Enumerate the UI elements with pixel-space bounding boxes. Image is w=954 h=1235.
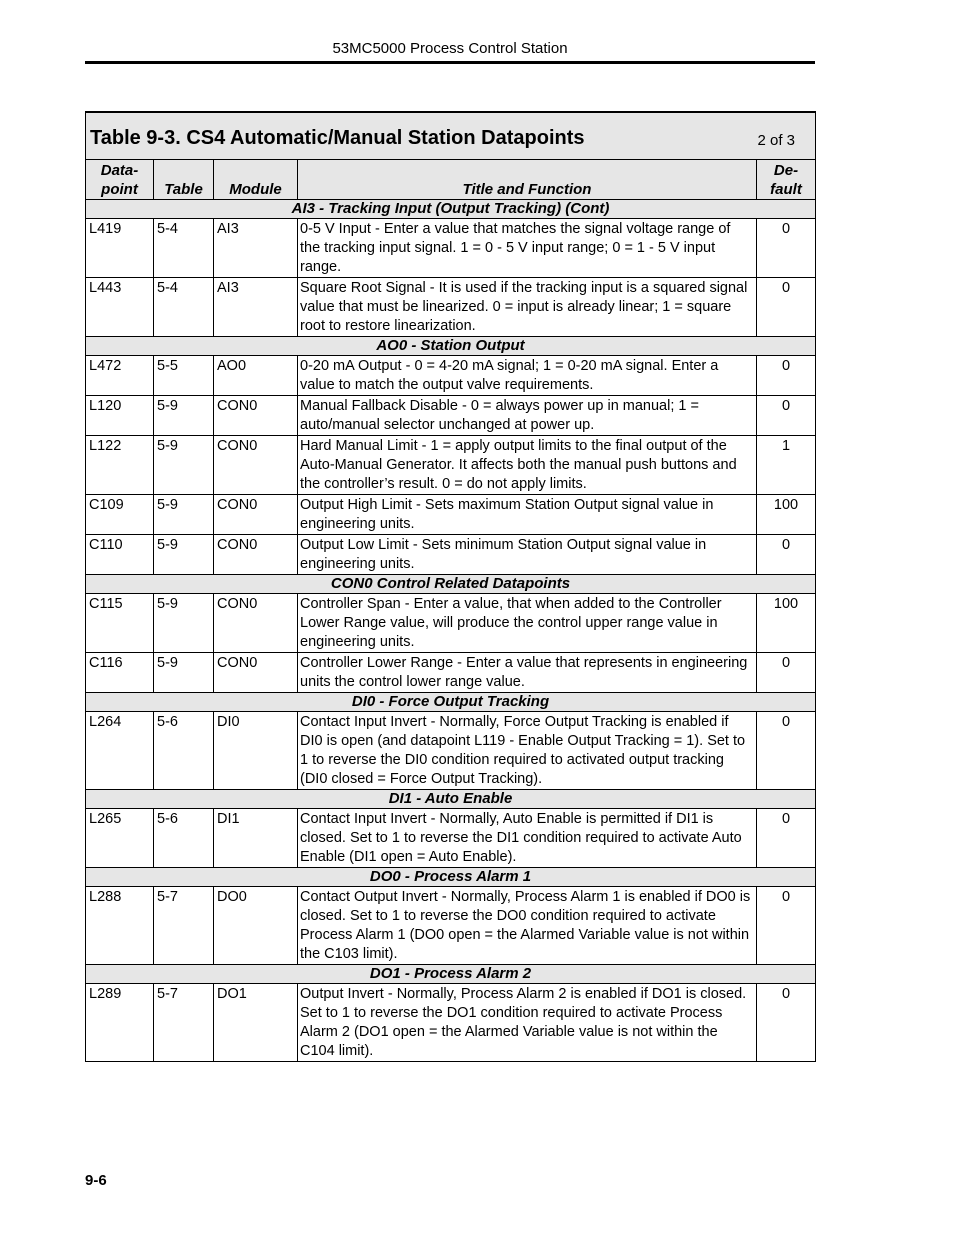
cell-default: 0	[757, 809, 816, 868]
cell-table: 5-9	[154, 653, 214, 693]
table-row	[86, 887, 816, 965]
section-row	[86, 693, 816, 712]
section-title: CON0 Control Related Datapoints	[86, 575, 816, 594]
cell-default: 0	[757, 712, 816, 790]
datapoints-table	[85, 111, 816, 1062]
cell-module: CON0	[214, 436, 298, 495]
cell-default: 0	[757, 219, 816, 278]
cell-title-function: Square Root Signal - It is used if the tracking input is a squared signal value that must be linearized. 0 = input is already linear; 1 = square root to restore linearization.	[298, 278, 757, 337]
col-header-datapoint-line1: Data-	[100, 162, 139, 179]
section-row	[86, 790, 816, 809]
cell-title-function: Manual Fallback Disable - 0 = always power up in manual; 1 = auto/manual selector unchanged at power up.	[298, 396, 757, 436]
section-title: DI1 - Auto Enable	[86, 790, 816, 809]
table-row	[86, 653, 816, 693]
cell-module: CON0	[214, 495, 298, 535]
cell-table: 5-4	[154, 278, 214, 337]
table-page-of: 2 of 3	[757, 131, 796, 149]
cell-datapoint: L288	[86, 887, 154, 965]
cell-module: DI0	[214, 712, 298, 790]
cell-table: 5-6	[154, 712, 214, 790]
table-row	[86, 594, 816, 653]
cell-table: 5-9	[154, 594, 214, 653]
cell-default: 0	[757, 278, 816, 337]
cell-table: 5-5	[154, 356, 214, 396]
cell-datapoint: L472	[86, 356, 154, 396]
table-row	[86, 278, 816, 337]
col-header-table: Table	[154, 160, 214, 200]
cell-table: 5-7	[154, 984, 214, 1062]
section-row	[86, 575, 816, 594]
cell-module: CON0	[214, 535, 298, 575]
section-title: DO1 - Process Alarm 2	[86, 965, 816, 984]
cell-module: AO0	[214, 356, 298, 396]
cell-title-function: Controller Span - Enter a value, that when added to the Controller Lower Range value, will produce the control upper range value in engineering units.	[298, 594, 757, 653]
cell-title-function: 0-20 mA Output - 0 = 4-20 mA signal; 1 = 0-20 mA signal. Enter a value to match the output valve requirements.	[298, 356, 757, 396]
cell-default: 0	[757, 535, 816, 575]
cell-table: 5-9	[154, 396, 214, 436]
table-body	[86, 200, 816, 1062]
section-title: DO0 - Process Alarm 1	[86, 868, 816, 887]
cell-title-function: 0-5 V Input - Enter a value that matches the signal voltage range of the tracking input signal. 1 = 0 - 5 V input range; 0 = 1 - 5 V input range.	[298, 219, 757, 278]
section-title: DI0 - Force Output Tracking	[86, 693, 816, 712]
cell-module: DI1	[214, 809, 298, 868]
table-row	[86, 535, 816, 575]
table-row	[86, 356, 816, 396]
cell-title-function: Output Low Limit - Sets minimum Station Output signal value in engineering units.	[298, 535, 757, 575]
section-row	[86, 868, 816, 887]
cell-default: 0	[757, 396, 816, 436]
section-title: AO0 - Station Output	[86, 337, 816, 356]
table-row	[86, 495, 816, 535]
cell-title-function: Contact Output Invert - Normally, Process Alarm 1 is enabled if DO0 is closed. Set to 1 to reverse the DO0 condition required to activate Process Alarm 1 (DO0 open = the Alarmed Variable value is not within the C103 limit).	[298, 887, 757, 965]
page-number: 9-6	[85, 1172, 107, 1189]
cell-module: CON0	[214, 396, 298, 436]
cell-default: 1	[757, 436, 816, 495]
cell-table: 5-9	[154, 436, 214, 495]
cell-title-function: Output Invert - Normally, Process Alarm 2 is enabled if DO1 is closed. Set to 1 to reverse the DO1 condition required to activate Process Alarm 2 (DO1 open = the Alarmed Variable value is not within the C104 limit).	[298, 984, 757, 1062]
cell-default: 100	[757, 495, 816, 535]
running-header: 53MC5000 Process Control Station	[332, 40, 568, 57]
table-title-row	[86, 112, 816, 160]
table-row	[86, 712, 816, 790]
cell-module: AI3	[214, 219, 298, 278]
cell-table: 5-9	[154, 495, 214, 535]
cell-title-function: Contact Input Invert - Normally, Force Output Tracking is enabled if DI0 is open (and datapoint L119 - Enable Output Tracking = 1). Set to 1 to reverse the DI0 condition required to activated output tracking (DI0 closed = Force Output Tracking).	[298, 712, 757, 790]
table-row	[86, 436, 816, 495]
col-header-default-line1: De-	[773, 162, 799, 179]
cell-title-function: Controller Lower Range - Enter a value that represents in engineering units the control lower range value.	[298, 653, 757, 693]
datapoints-table-container	[85, 111, 815, 1062]
table-row	[86, 219, 816, 278]
col-header-default	[757, 160, 816, 200]
cell-module: AI3	[214, 278, 298, 337]
col-header-title-function: Title and Function	[298, 160, 757, 200]
cell-datapoint: L264	[86, 712, 154, 790]
cell-datapoint: L120	[86, 396, 154, 436]
cell-module: CON0	[214, 653, 298, 693]
section-title: AI3 - Tracking Input (Output Tracking) (Cont)	[86, 200, 816, 219]
table-row	[86, 809, 816, 868]
cell-title-function: Hard Manual Limit - 1 = apply output limits to the final output of the Auto-Manual Generator. It affects both the manual push buttons and the controller’s result. 0 = do not apply limits.	[298, 436, 757, 495]
cell-datapoint: C115	[86, 594, 154, 653]
cell-default: 0	[757, 356, 816, 396]
cell-datapoint: L122	[86, 436, 154, 495]
cell-table: 5-6	[154, 809, 214, 868]
column-header-row	[86, 160, 816, 200]
table-title: Table 9-3. CS4 Automatic/Manual Station Datapoints	[90, 126, 585, 149]
cell-datapoint: L289	[86, 984, 154, 1062]
table-row	[86, 396, 816, 436]
cell-table: 5-7	[154, 887, 214, 965]
section-row	[86, 337, 816, 356]
cell-default: 0	[757, 887, 816, 965]
cell-module: DO0	[214, 887, 298, 965]
cell-title-function: Contact Input Invert - Normally, Auto Enable is permitted if DI1 is closed. Set to 1 to reverse the DI1 condition required to activate Auto Enable (DI1 open = Auto Enable).	[298, 809, 757, 868]
cell-title-function: Output High Limit - Sets maximum Station Output signal value in engineering units.	[298, 495, 757, 535]
col-header-datapoint-line2: point	[101, 181, 138, 198]
section-row	[86, 965, 816, 984]
cell-table: 5-9	[154, 535, 214, 575]
cell-datapoint: C109	[86, 495, 154, 535]
col-header-module: Module	[214, 160, 298, 200]
table-row	[86, 984, 816, 1062]
cell-datapoint: C110	[86, 535, 154, 575]
cell-default: 0	[757, 984, 816, 1062]
cell-datapoint: L419	[86, 219, 154, 278]
col-header-datapoint	[86, 160, 154, 200]
cell-default: 0	[757, 653, 816, 693]
cell-default: 100	[757, 594, 816, 653]
cell-datapoint: L443	[86, 278, 154, 337]
header-rule	[85, 61, 815, 64]
cell-datapoint: C116	[86, 653, 154, 693]
col-header-default-line2: fault	[770, 181, 802, 198]
cell-table: 5-4	[154, 219, 214, 278]
cell-datapoint: L265	[86, 809, 154, 868]
cell-module: DO1	[214, 984, 298, 1062]
cell-module: CON0	[214, 594, 298, 653]
section-row	[86, 200, 816, 219]
